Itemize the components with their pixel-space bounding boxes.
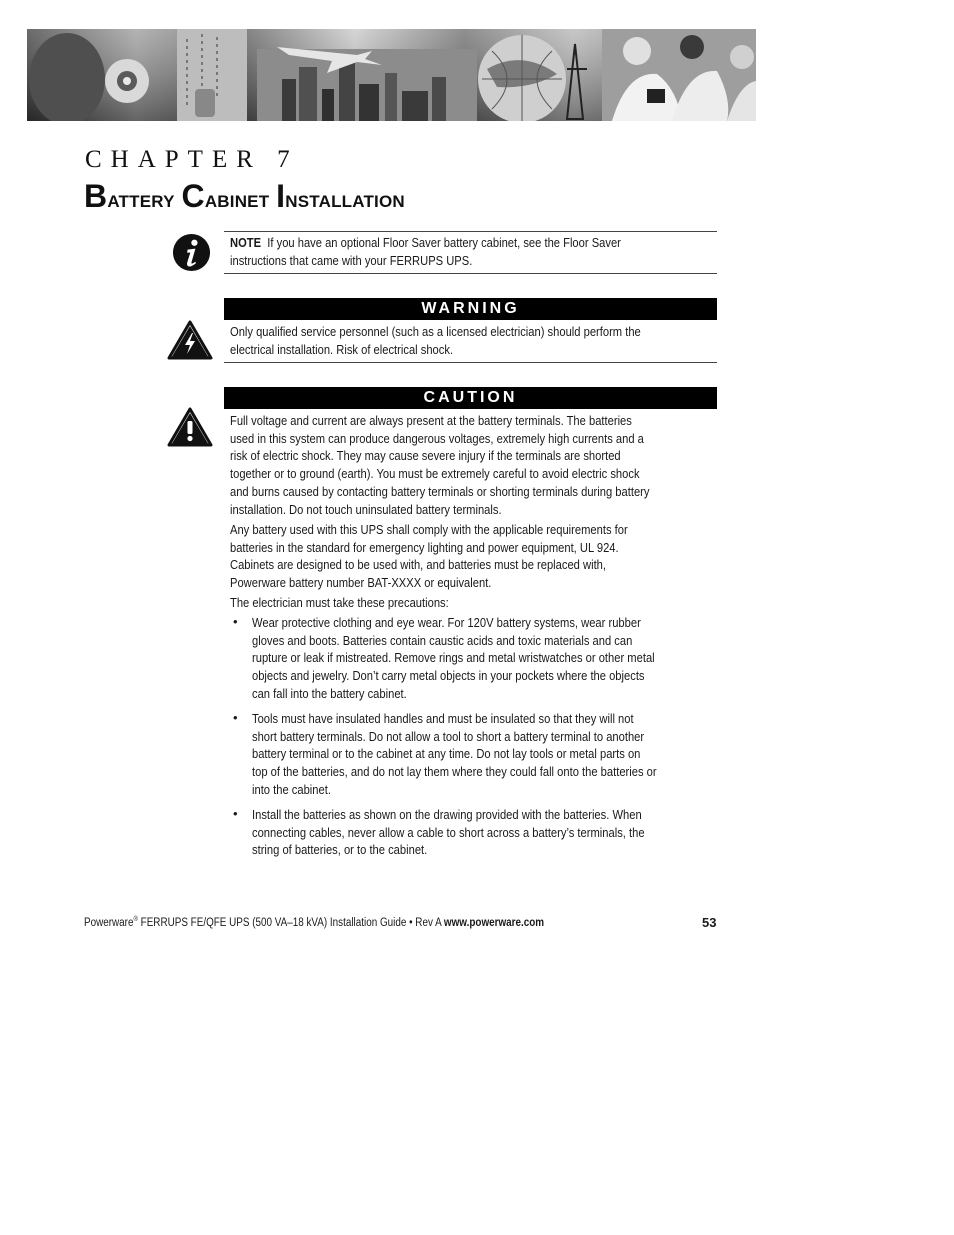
bullet-icon: • xyxy=(233,806,238,821)
caution-p1-line-2: used in this system can produce dangerous voltages, extremely high currents and a xyxy=(230,430,644,446)
note-line-2: instructions that came with your FERRUPS UPS. xyxy=(230,252,473,268)
bullet-3-line-2: connecting cables, never allow a cable to short across a battery’s terminals, the xyxy=(252,824,645,840)
title-initial-c: C xyxy=(181,178,205,214)
note-bottom-rule xyxy=(224,273,717,274)
warning-line-1: Only qualified service personnel (such as a licensed electrician) should perform the xyxy=(230,324,641,339)
caution-p1-line-3: risk of electric shock. They may cause severe injury if the terminals are shorted xyxy=(230,448,621,464)
bullet-1-line-2: gloves and boots. Batteries contain caustic acids and toxic materials and can xyxy=(252,632,633,648)
electrical-hazard-icon xyxy=(167,320,213,360)
bullet-1-line-3: rupture or leak if mistreated. Remove rings and metal wristwatches or other metal xyxy=(252,650,655,666)
caution-paragraph-2 xyxy=(230,521,651,592)
bullet-3-line-1: Install the batteries as shown on the drawing provided with the batteries. When xyxy=(252,807,642,822)
caution-paragraph-3: The electrician must take these precautions: xyxy=(230,595,449,610)
header-photo-banner xyxy=(27,29,756,121)
chapter-title xyxy=(84,178,405,215)
info-icon xyxy=(172,233,211,272)
footer-registered-mark: ® xyxy=(133,916,138,923)
warning-text xyxy=(230,323,651,358)
bullet-2-line-5: into the cabinet. xyxy=(252,781,331,797)
caution-paragraph-1 xyxy=(230,412,651,518)
bullet-2-line-4: top of the batteries, and do not lay them where they could fall onto the batteries or xyxy=(252,764,657,780)
caution-heading: CAUTION xyxy=(224,387,717,409)
bullet-2-line-3: battery terminal or to the cabinet at any time. Do not lay tools or metal parts on xyxy=(252,746,641,762)
banner-collage-image xyxy=(27,29,756,121)
footer-website-link[interactable]: www.powerware.com xyxy=(443,916,545,929)
exclamation-triangle-icon xyxy=(167,407,213,447)
caution-p1-line-1: Full voltage and current are always present at the battery terminals. The batteries xyxy=(230,413,632,428)
warning-line-2: electrical installation. Risk of electrical shock. xyxy=(230,341,454,357)
title-word-battery: attery xyxy=(107,186,182,213)
bullet-icon: • xyxy=(233,710,238,725)
note-top-rule xyxy=(224,231,717,232)
title-word-installation: nstallation xyxy=(285,186,405,213)
page-number: 53 xyxy=(702,915,717,930)
bullet-2-line-2: short battery terminals. Do not allow a tool to short a battery terminal to another xyxy=(252,728,645,744)
note-text xyxy=(230,234,651,269)
caution-p2-line-3: Cabinets are designed to be used with, and batteries must be replaced with, xyxy=(230,557,607,573)
note-line-1: NOTE If you have an optional Floor Saver battery cabinet, see the Floor Saver xyxy=(230,235,621,250)
page-footer xyxy=(84,916,544,929)
caution-p2-line-1: Any battery used with this UPS shall comply with the applicable requirements for xyxy=(230,522,628,537)
footer-brand: Powerware xyxy=(84,916,134,929)
bullet-2-line-1: Tools must have insulated handles and must be insulated so that they will not xyxy=(252,711,634,726)
caution-p1-line-4: together or to ground (earth). You must be extremely careful to avoid electric shock xyxy=(230,466,640,482)
title-word-cabinet: abinet xyxy=(204,186,277,213)
caution-p2-line-2: batteries in the standard for emergency lighting and power equipment, UL 924. xyxy=(230,539,619,555)
caution-p1-line-6: installation. Do not touch uninsulated battery terminals. xyxy=(230,501,502,517)
warning-heading: WARNING xyxy=(224,298,717,320)
title-initial-b: B xyxy=(84,178,108,214)
bullet-1-line-1: Wear protective clothing and eye wear. For 120V battery systems, wear rubber xyxy=(252,615,641,630)
caution-p1-line-5: and burns caused by contacting battery terminals or shorting terminals during battery xyxy=(230,483,650,499)
note-label: NOTE xyxy=(230,235,262,250)
bullet-1-line-4: objects and jewelry. Don’t carry metal objects in your pockets where the objects xyxy=(252,668,645,684)
bullet-icon: • xyxy=(233,614,238,629)
bullet-1-line-5: can fall into the battery cabinet. xyxy=(252,685,407,701)
bullet-3-line-3: string of batteries, or to the cabinet. xyxy=(252,842,428,858)
footer-doc-title: FERRUPS FE/QFE UPS (500 VA–18 kVA) Installation Guide • Rev A xyxy=(137,916,444,929)
warning-bottom-rule xyxy=(224,362,717,363)
caution-p2-line-4: Powerware battery number BAT-XXXX or equivalent. xyxy=(230,575,492,591)
title-initial-i: I xyxy=(276,178,286,214)
chapter-number: CHAPTER 7 xyxy=(85,146,299,173)
